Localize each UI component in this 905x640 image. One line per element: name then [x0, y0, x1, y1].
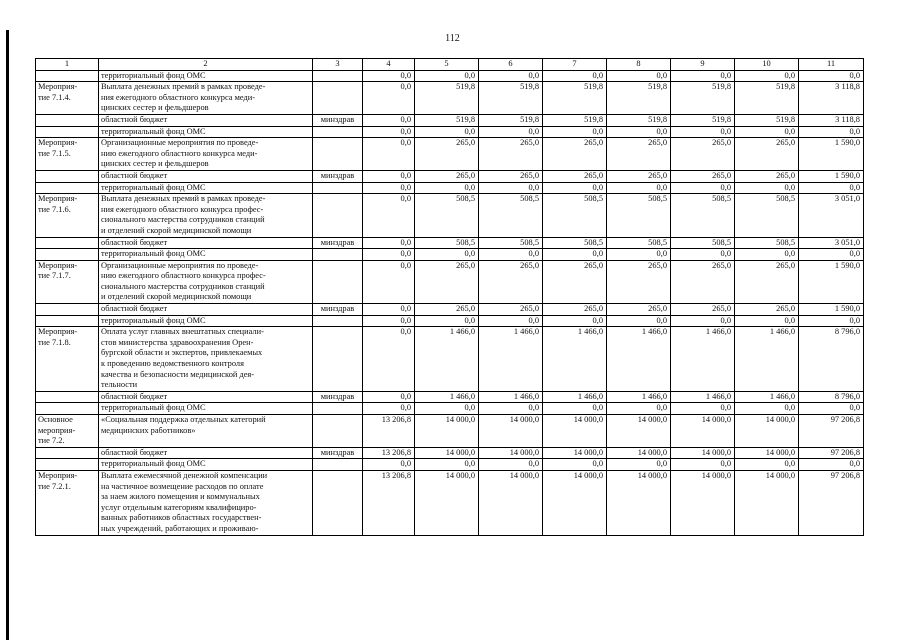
amount-cell: 508,5: [671, 237, 735, 249]
amount-cell: 0,0: [543, 459, 607, 471]
header-cell: 1: [36, 59, 99, 71]
table-row: [36, 403, 864, 415]
amount-cell: 0,0: [479, 315, 543, 327]
page-number: 112: [445, 33, 460, 44]
executor-cell: [313, 415, 363, 448]
amount-cell: 0,0: [415, 249, 479, 261]
activity-code-cell: Мероприя- тие 7.1.6.: [36, 194, 99, 237]
amount-cell: 0,0: [479, 182, 543, 194]
amount-cell: 3 051,0: [799, 194, 864, 237]
amount-cell: 265,0: [735, 260, 799, 303]
amount-cell: 0,0: [543, 126, 607, 138]
activity-code-cell: Мероприя- тие 7.1.8.: [36, 327, 99, 392]
amount-cell: 13 206,8: [363, 470, 415, 535]
amount-cell: 519,8: [671, 82, 735, 115]
amount-cell: 14 000,0: [543, 447, 607, 459]
table-row: [36, 114, 864, 126]
amount-cell: 0,0: [799, 126, 864, 138]
description-cell: территориальный фонд ОМС: [99, 126, 313, 138]
table-row: [36, 249, 864, 261]
description-cell: областной бюджет: [99, 447, 313, 459]
amount-cell: 14 000,0: [735, 447, 799, 459]
amount-cell: 0,0: [363, 260, 415, 303]
activity-code-cell: [36, 126, 99, 138]
amount-cell: 0,0: [735, 459, 799, 471]
amount-cell: 508,5: [479, 237, 543, 249]
amount-cell: 14 000,0: [607, 447, 671, 459]
description-cell: территориальный фонд ОМС: [99, 249, 313, 261]
amount-cell: 14 000,0: [415, 470, 479, 535]
amount-cell: 0,0: [415, 126, 479, 138]
amount-cell: 519,8: [735, 82, 799, 115]
table-row: [36, 391, 864, 403]
amount-cell: 0,0: [607, 459, 671, 471]
table-row: [36, 237, 864, 249]
amount-cell: 265,0: [415, 138, 479, 171]
amount-cell: 1 466,0: [415, 327, 479, 392]
activity-code-cell: [36, 170, 99, 182]
amount-cell: 508,5: [607, 194, 671, 237]
amount-cell: 0,0: [363, 138, 415, 171]
table-row: [36, 470, 864, 535]
executor-cell: [313, 315, 363, 327]
activity-code-cell: [36, 237, 99, 249]
header-cell: 8: [607, 59, 671, 71]
amount-cell: 265,0: [415, 170, 479, 182]
amount-cell: 265,0: [671, 170, 735, 182]
amount-cell: 0,0: [415, 403, 479, 415]
activity-code-cell: Мероприя- тие 7.1.4.: [36, 82, 99, 115]
amount-cell: 0,0: [671, 182, 735, 194]
amount-cell: 14 000,0: [607, 470, 671, 535]
amount-cell: 519,8: [543, 82, 607, 115]
header-cell: 3: [313, 59, 363, 71]
header-cell: 7: [543, 59, 607, 71]
amount-cell: 265,0: [543, 170, 607, 182]
description-cell: Выплата ежемесячной денежной компенсации на частичное возмещение расходов по оплате за наем жилого помещения и коммунальных услуг отдельным категориям квалифициро- ванных работников областных государствен- ных учреждений, работающих и проживаю-: [99, 470, 313, 535]
amount-cell: 0,0: [543, 315, 607, 327]
amount-cell: 0,0: [415, 70, 479, 82]
executor-cell: минздрав: [313, 114, 363, 126]
amount-cell: 3 118,8: [799, 114, 864, 126]
amount-cell: 0,0: [363, 391, 415, 403]
amount-cell: 14 000,0: [543, 415, 607, 448]
description-cell: областной бюджет: [99, 237, 313, 249]
amount-cell: 1 466,0: [479, 391, 543, 403]
activity-code-cell: [36, 304, 99, 316]
amount-cell: 13 206,8: [363, 415, 415, 448]
activity-code-cell: [36, 249, 99, 261]
activity-code-cell: [36, 391, 99, 403]
amount-cell: 265,0: [543, 260, 607, 303]
amount-cell: 0,0: [607, 70, 671, 82]
amount-cell: 1 466,0: [735, 327, 799, 392]
activity-code-cell: Мероприя- тие 7.1.7.: [36, 260, 99, 303]
amount-cell: 0,0: [735, 315, 799, 327]
description-cell: областной бюджет: [99, 304, 313, 316]
table-row: [36, 138, 864, 171]
amount-cell: 0,0: [671, 459, 735, 471]
amount-cell: 13 206,8: [363, 447, 415, 459]
executor-cell: [313, 126, 363, 138]
amount-cell: 0,0: [479, 126, 543, 138]
amount-cell: 14 000,0: [735, 470, 799, 535]
executor-cell: [313, 182, 363, 194]
amount-cell: 265,0: [607, 138, 671, 171]
amount-cell: 0,0: [363, 403, 415, 415]
table-row: [36, 70, 864, 82]
amount-cell: 519,8: [479, 114, 543, 126]
amount-cell: 0,0: [735, 403, 799, 415]
amount-cell: 97 206,8: [799, 447, 864, 459]
amount-cell: 0,0: [671, 315, 735, 327]
amount-cell: 265,0: [543, 304, 607, 316]
amount-cell: 1 466,0: [671, 327, 735, 392]
amount-cell: 0,0: [607, 403, 671, 415]
amount-cell: 0,0: [671, 403, 735, 415]
description-cell: территориальный фонд ОМС: [99, 182, 313, 194]
description-cell: территориальный фонд ОМС: [99, 70, 313, 82]
activity-code-cell: [36, 403, 99, 415]
amount-cell: 1 590,0: [799, 260, 864, 303]
description-cell: областной бюджет: [99, 391, 313, 403]
executor-cell: [313, 470, 363, 535]
amount-cell: 508,5: [671, 194, 735, 237]
description-cell: Оплата услуг главных внештатных специали- стов министерства здравоохранения Орен- бургской области и экспертов, привлекаемых к проведению ведомственного контроля качества и безопасности медицинской дея- тельности: [99, 327, 313, 392]
amount-cell: 0,0: [607, 182, 671, 194]
table-row: [36, 260, 864, 303]
amount-cell: 0,0: [363, 70, 415, 82]
amount-cell: 0,0: [363, 304, 415, 316]
table-row: [36, 459, 864, 471]
amount-cell: 0,0: [363, 82, 415, 115]
executor-cell: [313, 403, 363, 415]
amount-cell: 0,0: [799, 182, 864, 194]
amount-cell: 0,0: [799, 70, 864, 82]
table-row: [36, 327, 864, 392]
executor-cell: [313, 260, 363, 303]
amount-cell: 0,0: [735, 249, 799, 261]
description-cell: территориальный фонд ОМС: [99, 403, 313, 415]
description-cell: Организационные мероприятия по проведе- нию ежегодного областного конкурса профес- сионального мастерства сотрудников станций и отделений скорой медицинской помощи: [99, 260, 313, 303]
executor-cell: [313, 70, 363, 82]
amount-cell: 265,0: [415, 260, 479, 303]
amount-cell: 265,0: [671, 138, 735, 171]
activity-code-cell: [36, 114, 99, 126]
amount-cell: 265,0: [735, 138, 799, 171]
amount-cell: 519,8: [543, 114, 607, 126]
amount-cell: 14 000,0: [607, 415, 671, 448]
activity-code-cell: [36, 70, 99, 82]
amount-cell: 0,0: [363, 237, 415, 249]
amount-cell: 519,8: [415, 82, 479, 115]
table-body: [36, 70, 864, 535]
amount-cell: 265,0: [671, 304, 735, 316]
amount-cell: 265,0: [735, 304, 799, 316]
amount-cell: 1 590,0: [799, 138, 864, 171]
amount-cell: 265,0: [479, 304, 543, 316]
budget-table: [35, 58, 864, 536]
amount-cell: 265,0: [479, 138, 543, 171]
amount-cell: 1 466,0: [671, 391, 735, 403]
amount-cell: 14 000,0: [671, 470, 735, 535]
amount-cell: 0,0: [415, 315, 479, 327]
amount-cell: 0,0: [799, 249, 864, 261]
amount-cell: 265,0: [479, 170, 543, 182]
amount-cell: 265,0: [543, 138, 607, 171]
amount-cell: 0,0: [543, 403, 607, 415]
amount-cell: 265,0: [607, 260, 671, 303]
amount-cell: 0,0: [607, 315, 671, 327]
description-cell: областной бюджет: [99, 170, 313, 182]
amount-cell: 519,8: [479, 82, 543, 115]
amount-cell: 0,0: [363, 327, 415, 392]
amount-cell: 0,0: [363, 194, 415, 237]
amount-cell: 0,0: [543, 70, 607, 82]
header-cell: 6: [479, 59, 543, 71]
amount-cell: 0,0: [543, 182, 607, 194]
amount-cell: 8 796,0: [799, 391, 864, 403]
amount-cell: 0,0: [735, 182, 799, 194]
table-row: [36, 315, 864, 327]
amount-cell: 265,0: [671, 260, 735, 303]
table-row: [36, 182, 864, 194]
amount-cell: 3 051,0: [799, 237, 864, 249]
amount-cell: 1 590,0: [799, 304, 864, 316]
amount-cell: 0,0: [415, 182, 479, 194]
table-row: [36, 194, 864, 237]
activity-code-cell: [36, 182, 99, 194]
table-row: [36, 170, 864, 182]
executor-cell: [313, 194, 363, 237]
executor-cell: минздрав: [313, 391, 363, 403]
amount-cell: 14 000,0: [735, 415, 799, 448]
amount-cell: 0,0: [735, 70, 799, 82]
header-cell: 10: [735, 59, 799, 71]
amount-cell: 508,5: [543, 194, 607, 237]
activity-code-cell: Основное мероприя- тие 7.2.: [36, 415, 99, 448]
amount-cell: 0,0: [363, 459, 415, 471]
amount-cell: 0,0: [479, 70, 543, 82]
amount-cell: 0,0: [799, 403, 864, 415]
activity-code-cell: Мероприя- тие 7.1.5.: [36, 138, 99, 171]
amount-cell: 0,0: [799, 315, 864, 327]
amount-cell: 1 466,0: [479, 327, 543, 392]
header-cell: 9: [671, 59, 735, 71]
header-cell: 4: [363, 59, 415, 71]
amount-cell: 0,0: [671, 126, 735, 138]
amount-cell: 0,0: [607, 249, 671, 261]
amount-cell: 0,0: [799, 459, 864, 471]
amount-cell: 0,0: [415, 459, 479, 471]
activity-code-cell: [36, 459, 99, 471]
amount-cell: 0,0: [479, 403, 543, 415]
table-row: [36, 126, 864, 138]
amount-cell: 1 590,0: [799, 170, 864, 182]
amount-cell: 0,0: [735, 126, 799, 138]
executor-cell: [313, 459, 363, 471]
description-cell: Выплата денежных премий в рамках проведе- ния ежегодного областного конкурса профес- сионального мастерства сотрудников станций и отделений скорой медицинской помощи: [99, 194, 313, 237]
executor-cell: [313, 82, 363, 115]
amount-cell: 0,0: [363, 315, 415, 327]
amount-cell: 14 000,0: [415, 415, 479, 448]
amount-cell: 508,5: [735, 194, 799, 237]
amount-cell: 508,5: [479, 194, 543, 237]
amount-cell: 0,0: [543, 249, 607, 261]
amount-cell: 8 796,0: [799, 327, 864, 392]
header-row: [36, 59, 864, 71]
amount-cell: 265,0: [479, 260, 543, 303]
amount-cell: 265,0: [735, 170, 799, 182]
amount-cell: 0,0: [363, 249, 415, 261]
header-cell: 11: [799, 59, 864, 71]
amount-cell: 14 000,0: [671, 415, 735, 448]
amount-cell: 508,5: [543, 237, 607, 249]
executor-cell: минздрав: [313, 170, 363, 182]
amount-cell: 14 000,0: [543, 470, 607, 535]
table-row: [36, 304, 864, 316]
executor-cell: [313, 327, 363, 392]
amount-cell: 0,0: [479, 249, 543, 261]
amount-cell: 519,8: [607, 114, 671, 126]
amount-cell: 519,8: [671, 114, 735, 126]
amount-cell: 0,0: [607, 126, 671, 138]
description-cell: Выплата денежных премий в рамках проведе- ния ежегодного областного конкурса меди- цинских сестер и фельдшеров: [99, 82, 313, 115]
activity-code-cell: Мероприя- тие 7.2.1.: [36, 470, 99, 535]
amount-cell: 0,0: [479, 459, 543, 471]
amount-cell: 0,0: [363, 170, 415, 182]
scan-left-edge: [6, 30, 9, 640]
table-row: [36, 82, 864, 115]
description-cell: территориальный фонд ОМС: [99, 459, 313, 471]
amount-cell: 519,8: [415, 114, 479, 126]
amount-cell: 0,0: [671, 70, 735, 82]
amount-cell: 508,5: [607, 237, 671, 249]
amount-cell: 14 000,0: [479, 447, 543, 459]
amount-cell: 3 118,8: [799, 82, 864, 115]
amount-cell: 1 466,0: [735, 391, 799, 403]
amount-cell: 14 000,0: [479, 470, 543, 535]
amount-cell: 519,8: [735, 114, 799, 126]
amount-cell: 1 466,0: [543, 391, 607, 403]
table-row: [36, 447, 864, 459]
amount-cell: 1 466,0: [415, 391, 479, 403]
executor-cell: минздрав: [313, 237, 363, 249]
amount-cell: 0,0: [671, 249, 735, 261]
amount-cell: 97 206,8: [799, 415, 864, 448]
amount-cell: 14 000,0: [415, 447, 479, 459]
executor-cell: [313, 249, 363, 261]
description-cell: Организационные мероприятия по проведе- нию ежегодного областного конкурса меди- цинских сестер и фельдшеров: [99, 138, 313, 171]
amount-cell: 0,0: [363, 126, 415, 138]
amount-cell: 265,0: [415, 304, 479, 316]
executor-cell: минздрав: [313, 447, 363, 459]
amount-cell: 1 466,0: [607, 391, 671, 403]
amount-cell: 265,0: [607, 170, 671, 182]
activity-code-cell: [36, 447, 99, 459]
amount-cell: 1 466,0: [543, 327, 607, 392]
table-row: [36, 415, 864, 448]
amount-cell: 14 000,0: [479, 415, 543, 448]
amount-cell: 14 000,0: [671, 447, 735, 459]
amount-cell: 1 466,0: [607, 327, 671, 392]
header-cell: 2: [99, 59, 313, 71]
amount-cell: 519,8: [607, 82, 671, 115]
amount-cell: 265,0: [607, 304, 671, 316]
activity-code-cell: [36, 315, 99, 327]
amount-cell: 0,0: [363, 114, 415, 126]
description-cell: областной бюджет: [99, 114, 313, 126]
amount-cell: 97 206,8: [799, 470, 864, 535]
amount-cell: 508,5: [415, 194, 479, 237]
header-cell: 5: [415, 59, 479, 71]
amount-cell: 508,5: [735, 237, 799, 249]
amount-cell: 0,0: [363, 182, 415, 194]
description-cell: «Социальная поддержка отдельных категорий медицинских работников»: [99, 415, 313, 448]
description-cell: территориальный фонд ОМС: [99, 315, 313, 327]
amount-cell: 508,5: [415, 237, 479, 249]
executor-cell: минздрав: [313, 304, 363, 316]
executor-cell: [313, 138, 363, 171]
